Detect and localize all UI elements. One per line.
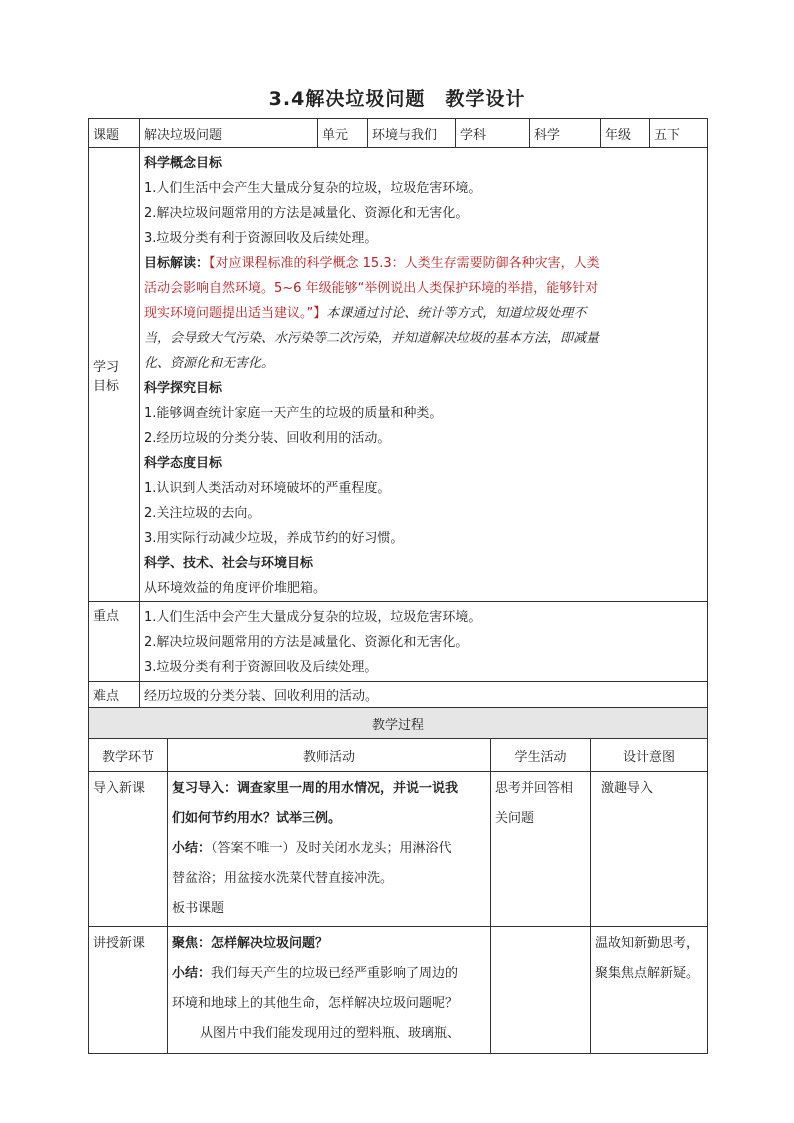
attitude-item: 1.认识到人类活动对环境破坏的严重程度。 (144, 481, 391, 496)
review-text: 们如何节约用水？试举三例。 (172, 811, 342, 826)
summary-line (172, 834, 486, 864)
teaching-process-table (88, 707, 708, 1054)
key-point-item: 2.解决垃圾问题常用的方法是减量化、资源化和无害化。 (144, 635, 469, 650)
header-teacher: 教师活动 (168, 739, 491, 772)
intro-intent: 激趣导入 (591, 772, 708, 927)
header-stage: 教学环节 (89, 739, 168, 772)
key-point-item: 1.人们生活中会产生大量成分复杂的垃圾，垃圾危害环境。 (144, 610, 482, 625)
summary-text: 我们每天产生的垃圾已经严重影响了周边的 (211, 966, 459, 981)
header-intent: 设计意图 (591, 739, 708, 772)
key-point-item: 3.垃圾分类有利于资源回收及后续处理。 (144, 660, 378, 675)
summary-text: （答案不唯一）及时关闭水龙头；用淋浴代 (211, 841, 452, 856)
difficult-points-text: 经历垃圾的分类分装、回收利用的活动。 (140, 682, 708, 708)
review-text: 调查家里一周的用水情况，并说一说我 (237, 781, 459, 796)
student-activity-text: 思考并回答相 (495, 781, 574, 796)
lecture-teacher-activity (168, 927, 491, 1054)
sts-heading: 科学、技术、社会与环境目标 (144, 556, 314, 571)
attitude-item: 2.关注垃圾的去向。 (144, 506, 261, 521)
lecture-intent (591, 927, 708, 1054)
inquiry-item: 1.能够调查统计家庭一天产生的垃圾的质量和种类。 (144, 406, 443, 421)
student-activity-text: 关问题 (495, 811, 535, 826)
header-student: 学生活动 (491, 739, 591, 772)
goals-label (89, 148, 140, 602)
concept-item: 1.人们生活中会产生大量成分复杂的垃圾，垃圾危害环境。 (144, 181, 482, 196)
intro-student-activity (491, 772, 591, 927)
process-section-title: 教学过程 (89, 708, 708, 739)
page-title: 3.4解决垃圾问题 教学设计 (268, 88, 526, 110)
inquiry-heading: 科学探究目标 (144, 381, 223, 396)
concept-item: 2.解决垃圾问题常用的方法是减量化、资源化和无害化。 (144, 206, 469, 221)
difficult-points-label: 难点 (89, 682, 140, 708)
intent-text: 聚集焦点解新疑。 (595, 966, 700, 981)
attitude-item: 3.用实际行动减少垃圾，养成节约的好习惯。 (144, 531, 404, 546)
grade-label: 年级 (601, 119, 650, 148)
lecture-student-activity (491, 927, 591, 1054)
unit-value: 环境与我们 (368, 119, 456, 148)
grade-value: 五下 (650, 119, 708, 148)
intro-teacher-activity (168, 772, 491, 927)
review-line (172, 774, 486, 804)
summary-text: 替盆浴；用盆接水洗菜代替直接冲洗。 (172, 871, 394, 886)
topic-value: 解决垃圾问题 (140, 119, 318, 148)
key-points-label: 重点 (89, 602, 140, 682)
summary-label: 小结： (172, 841, 212, 856)
subject-label: 学科 (456, 119, 530, 148)
unit-label: 单元 (318, 119, 368, 148)
attitude-heading: 科学态度目标 (144, 456, 223, 471)
standard-text: 活动会影响自然环境。5~6 年级能够“举例说出人类保护环境的举措，能够针对 (144, 281, 599, 296)
summary-label: 小结： (172, 966, 212, 981)
standard-text: 现实环境问题提出适当建议。”】 (144, 306, 327, 321)
summary-line (172, 959, 486, 989)
standard-text: 【对应课程标准的科学概念 15.3：人类生存需要防御各种灾害，人类 (209, 256, 600, 271)
intro-stage: 导入新课 (89, 772, 168, 927)
goals-label-line-2: 目标 (93, 378, 120, 394)
topic-label: 课题 (89, 119, 140, 148)
subject-value: 科学 (530, 119, 601, 148)
goals-content (140, 148, 708, 602)
lesson-info-table (88, 118, 708, 708)
key-points-content (140, 602, 708, 682)
goals-label-line-1: 学习 (93, 359, 120, 375)
summary-text: 环境和地球上的其他生命，怎样解决垃圾问题呢？ (172, 996, 459, 1011)
board-title: 板书课题 (172, 901, 225, 916)
lecture-text: 从图片中我们能发现用过的塑料瓶、玻璃瓶、 (200, 1026, 461, 1041)
lecture-stage: 讲授新课 (89, 927, 168, 1054)
concept-item: 3.垃圾分类有利于资源回收及后续处理。 (144, 231, 378, 246)
inquiry-item: 2.经历垃圾的分类分装、回收利用的活动。 (144, 431, 391, 446)
interpret-text: 本课通过讨论、统计等方式，知道垃圾处理不 (326, 306, 587, 321)
focus-line (172, 929, 486, 959)
review-label: 复习导入： (172, 781, 238, 796)
focus-text: 怎样解决垃圾问题？ (211, 936, 329, 951)
focus-label: 聚焦： (172, 936, 212, 951)
interpret-label: 目标解读： (144, 256, 210, 271)
interpret-text: 当，会导致大气污染、水污染等二次污染，并知道解决垃圾的基本方法，即减量 (144, 331, 600, 346)
concept-heading: 科学概念目标 (144, 156, 223, 171)
intent-text: 温故知新勤思考， (595, 936, 700, 951)
interpret-text: 化、资源化和无害化。 (144, 356, 275, 371)
sts-item: 从环境效益的角度评价堆肥箱。 (144, 581, 327, 596)
